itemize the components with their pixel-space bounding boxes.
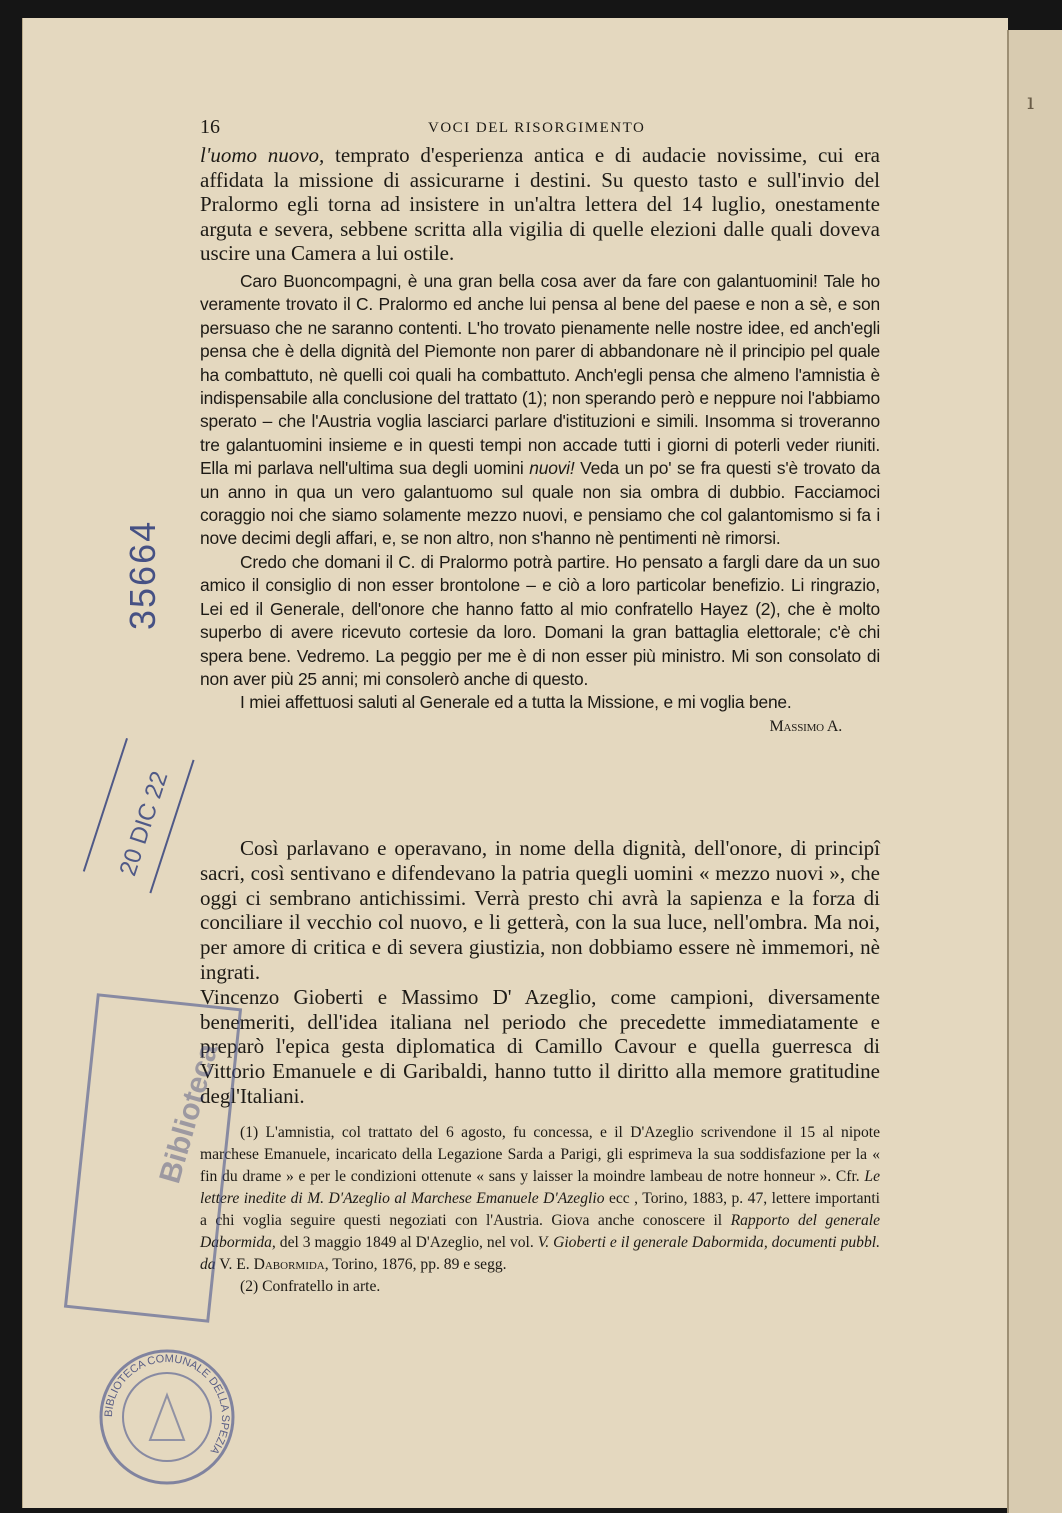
conclusion-paragraph-2: Vincenzo Gioberti e Massimo D' Azeglio, come campioni, diversamente benemeriti, dell'idea italiana nel periodo che precedette immediatamente e preparò l'epica gesta diplomatica di Camillo Cavour e quella guerresca di Vittorio Emanuele e di Garibaldi, hanno tutto il diritto alla memore gratitudine degl'Italiani. [200, 984, 880, 1108]
letter-text: Veda un po' se fra questi s'è trovato da un anno in qua un vero galantuomo sul quale non sia ombra di dubbio. Facciamoci coraggio noi che siamo solamente mezzo nuovi, e pensiamo che col galantomismo si fa i nove decimi degli affari, e, se non altro, non s'hanno nè pentimenti nè rimorsi. [200, 458, 880, 549]
intro-paragraph [200, 143, 880, 266]
accession-number-stamp: 35664 [122, 519, 163, 630]
round-stamp-emblem [150, 1395, 184, 1440]
round-stamp-text: BIBLIOTECA COMUNALE DELLA SPEZIA [102, 1352, 232, 1457]
adjacent-page-edge [1007, 30, 1062, 1513]
running-head [200, 116, 880, 140]
library-stamp-text: Biblioteca [153, 1039, 225, 1187]
footnote-text: del 3 maggio 1849 al D'Azeglio, nel vol. [275, 1234, 538, 1251]
letter-signature: Massimo A. [769, 717, 842, 735]
conclusion [200, 836, 880, 1109]
round-stamp-inner-ring [123, 1373, 211, 1461]
letter-paragraph-2: Credo che domani il C. di Pralormo potrà partire. Ho pensato a fargli dare da un suo amico il consiglio di non esser brontolone – e ciò a loro particolar benefizio. Li ringrazio, Lei ed il Generale, dell'onore che hanno fatto al mio confratello Hayez (2), che è molto superbo di avere ricevuto cortesie da loro. Domani la gran battaglia elettorale; c'è chi spera bene. Vedremo. La peggio per me è di non esser più ministro. Mi son consolato di non aver più 25 anni; mi consolerò anche di questo. [200, 551, 880, 689]
footnote-italic: V. Gioberti e il generale Dabormida, documenti pubbl. da [200, 1234, 881, 1273]
letter-paragraph-3: I miei affettuosi saluti al Generale ed a tutta la Missione, e mi voglia bene. [240, 692, 792, 713]
footnote-text: V. E. [215, 1256, 254, 1273]
quoted-letter [200, 270, 880, 739]
letter-text: Caro Buoncompagni, è una gran bella cosa aver da fare con galantuomini! Tale ho veramente trovato il C. Pralormo ed anche lui pensa al bene del paese e non a sè, e son persuaso che ne saranno contenti. L'ho trovato pienamente nelle nostre idee, ed anch'egli pensa che è della dignità del Piemonte non parer di abbandonare nè il principio pel quale ha combattuto, nè quelli coi quali ha combattuto. Anch'egli pensa che almeno l'amnistia è indispensabile alla conclusione del trattato (1); non sperando però e neppure noi l'abbiamo sperato – che l'Austria voglia lasciarci parlare d'istituzioni e simili. Insomma si troveranno tre galantuomini insieme e in questi tempi non accade tutti i giorni di poterli veder riuniti. Ella mi parlava nell'ultima sua degli uomini [200, 271, 880, 479]
footnote-text: (1) L'amnistia, col trattato del 6 agosto, fu concessa, e il D'Azeglio scrivendone il 15 al nipote marchese Emanuele, incaricato della Legazione Sarda a Parigi, gli esprimeva la sua soddisfazione per la « fin du drame » e per le condizioni ottenute « sans y laisser la moindre lambeau de notre honneur ». Cfr. [200, 1124, 880, 1185]
library-round-stamp [95, 1345, 240, 1490]
conclusion-paragraph-1: Così parlavano e operavano, in nome della dignità, dell'onore, di principî sacri, così sentivano e difendevano la patria quegli uomini « mezzo nuovi », che oggi ci sembrano antichissimi. Verrà presto chi avrà la sapienza e la forza di conciliare il vecchio col nuovo, e li getterà, con la sua luce, nell'ombra. Ma noi, per amore di critica e di severa giustizia, non dobbiamo essere nè immemori, nè ingrati. [200, 836, 880, 984]
running-title: VOCI DEL RISORGIMENTO [428, 120, 646, 136]
round-stamp-outer-ring [101, 1351, 233, 1483]
footnote-2: (2) Confratello in arte. [240, 1278, 381, 1295]
intro-text: temprato d'esperienza antica e di audacie novissime, cui era affidata la missione di assicurarne i destini. Su questo tasto e sull'invio del Pralormo egli torna ad insistere in un'altra lettera del 14 luglio, onestamente arguta e severa, sebbene scritta alla vigilia di quelle elezioni dalle quali doveva uscire una Camera a lui ostile. [200, 143, 881, 266]
date-stamp-text: 20 DIC 22 [114, 768, 174, 880]
footnote-small-caps: Dabormida [253, 1256, 325, 1273]
footnote-italic: Le lettere inedite di M. D'Azeglio al Marchese Emanuele D'Azeglio [200, 1168, 880, 1207]
footnotes [200, 1122, 880, 1298]
letter-paragraph-1 [200, 270, 880, 551]
page-number: 16 [200, 116, 220, 138]
italic-phrase: l'uomo nuovo, [200, 143, 325, 167]
letter-italic: nuovi! [529, 458, 575, 479]
body-paragraph [200, 143, 880, 266]
adjacent-page-mark: ı [1027, 90, 1035, 115]
footnote-text: , Torino, 1876, pp. 89 e segg. [324, 1256, 507, 1273]
footnote-1 [200, 1122, 880, 1276]
footnote-text: ecc , Torino, 1883, p. 47, lettere importanti a chi voglia seguire questi negoziati con l'Austria. Giova anche conoscere il [200, 1190, 880, 1229]
footnote-italic: Rapporto del generale Dabormida, [200, 1212, 880, 1251]
